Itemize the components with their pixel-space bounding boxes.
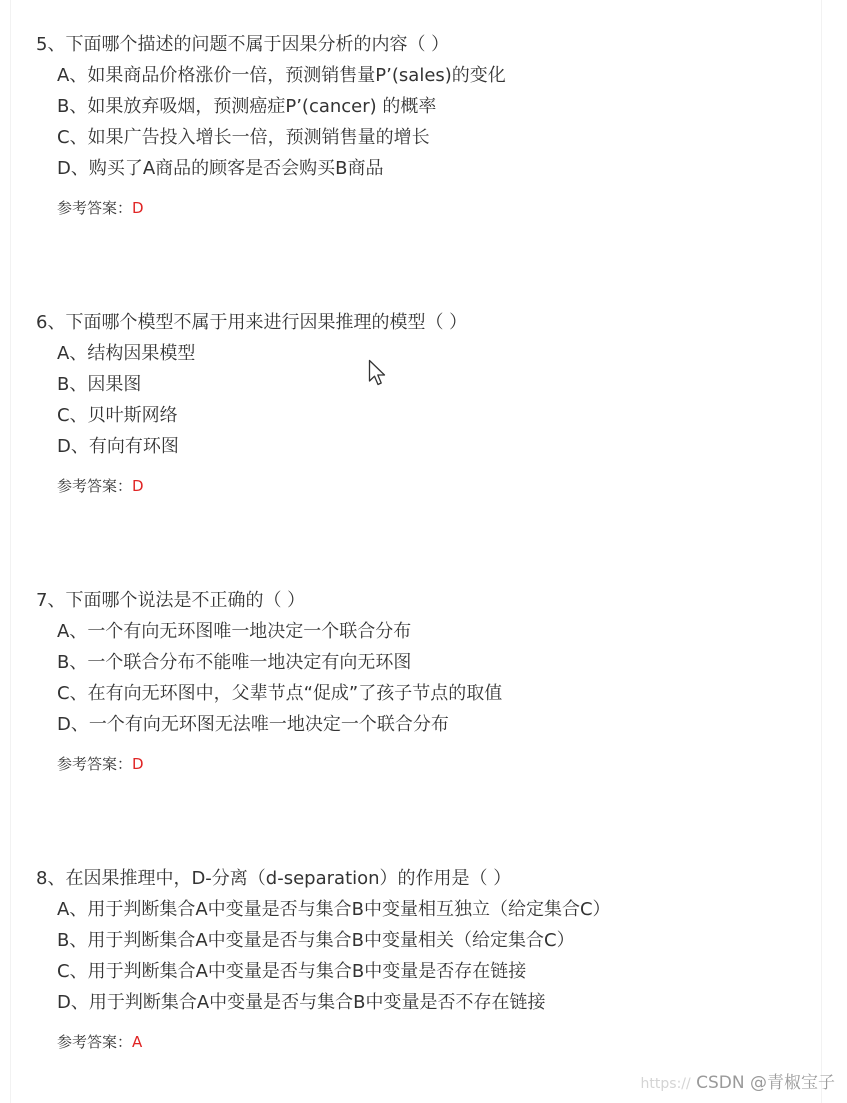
answer-value: D: [132, 755, 144, 773]
option-d: D、一个有向无环图无法唯一地决定一个联合分布: [57, 714, 449, 735]
option-d: D、用于判断集合A中变量是否与集合B中变量是否不存在链接: [57, 992, 546, 1013]
option-a: A、用于判断集合A中变量是否与集合B中变量相互独立（给定集合C）: [57, 899, 611, 920]
answer-value: D: [132, 477, 144, 495]
option-a: A、结构因果模型: [57, 343, 196, 364]
option-d: D、有向有环图: [57, 436, 179, 457]
watermark-url: https://: [640, 1076, 691, 1092]
reference-answer: [36, 753, 796, 775]
watermark-text: CSDN @青椒宝子: [696, 1073, 835, 1093]
answer-label: 参考答案：: [57, 199, 133, 217]
option-c: C、贝叶斯网络: [57, 405, 178, 426]
csdn-watermark: [641, 1068, 835, 1093]
option-d: D、购买了A商品的顾客是否会购买B商品: [57, 158, 384, 179]
option-b: B、如果放弃吸烟，预测癌症P’(cancer) 的概率: [57, 96, 437, 117]
option-b: B、因果图: [57, 374, 142, 395]
option-c: C、在有向无环图中，父辈节点“促成”了孩子节点的取值: [57, 683, 503, 704]
answer-label: 参考答案：: [57, 755, 133, 773]
question-title: 5、下面哪个描述的问题不属于因果分析的内容（ ）: [36, 34, 450, 55]
answer-label: 参考答案：: [57, 1033, 133, 1051]
option-b: B、用于判断集合A中变量是否与集合B中变量相关（给定集合C）: [57, 930, 575, 951]
answer-value: D: [132, 199, 144, 217]
option-b: B、一个联合分布不能唯一地决定有向无环图: [57, 652, 412, 673]
reference-answer: [36, 197, 796, 219]
question-6: [36, 307, 796, 497]
question-5: [36, 29, 796, 219]
option-a: A、一个有向无环图唯一地决定一个联合分布: [57, 621, 412, 642]
option-a: A、如果商品价格涨价一倍，预测销售量P’(sales)的变化: [57, 65, 506, 86]
question-7: [36, 585, 796, 775]
option-c: C、用于判断集合A中变量是否与集合B中变量是否存在链接: [57, 961, 527, 982]
reference-answer: [36, 1031, 796, 1053]
reference-answer: [36, 475, 796, 497]
question-title: 6、下面哪个模型不属于用来进行因果推理的模型（ ）: [36, 312, 468, 333]
question-title: 7、下面哪个说法是不正确的（ ）: [36, 590, 306, 611]
option-c: C、如果广告投入增长一倍，预测销售量的增长: [57, 127, 430, 148]
mouse-pointer-icon: [368, 359, 388, 387]
question-title: 8、在因果推理中，D-分离（d-separation）的作用是（ ）: [36, 868, 512, 889]
question-8: [36, 863, 796, 1053]
answer-value: A: [132, 1033, 143, 1051]
answer-label: 参考答案：: [57, 477, 133, 495]
